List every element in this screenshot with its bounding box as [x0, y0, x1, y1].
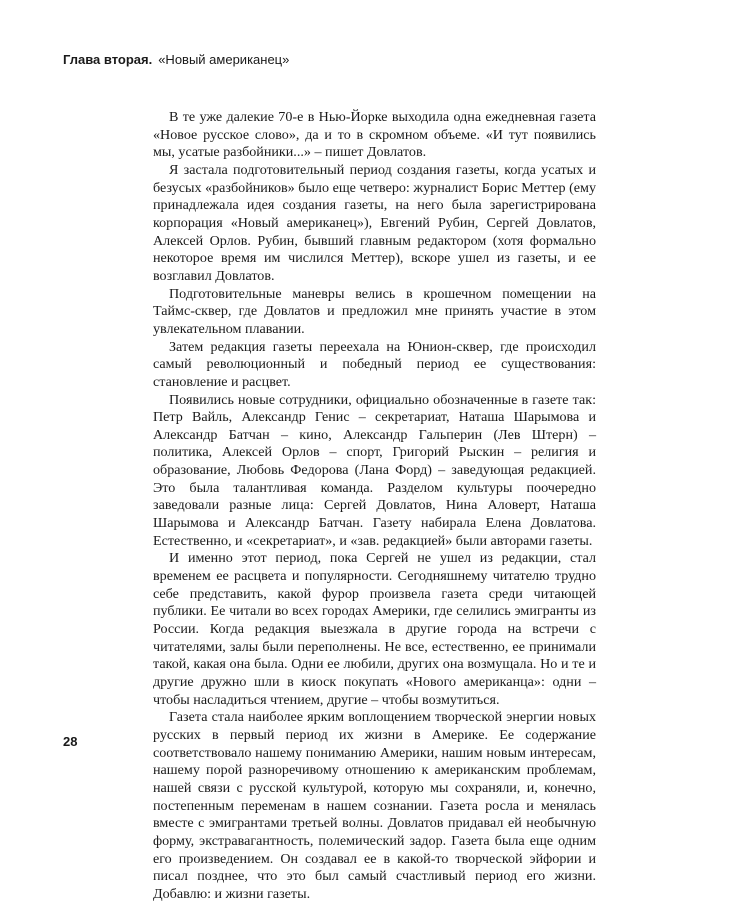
page-number: 28	[63, 734, 78, 749]
paragraph: Подготовительные маневры велись в крошечном помещении на Таймс-сквер, где Довлатов и предложил мне принять участие в этом увлекательном плавании.	[153, 285, 596, 337]
paragraph: Я застала подготовительный период создания газеты, когда усатых и безусых «разбойников» было еще четверо: журналист Борис Меттер (ему принадлежала идея создания газеты, на него была зарегистрирована корпорация «Новый американец»), Евгений Рубин, Сергей Довлатов, Алексей Орлов. Рубин, бывший главным редактором (хотя формально некоторое время им числился Меттер), вскоре ушел из газеты, и ее возглавил Довлатов.	[153, 161, 596, 284]
body-text	[153, 109, 596, 904]
running-head	[63, 52, 289, 68]
paragraph: И именно этот период, пока Сергей не ушел из редакции, стал временем ее расцвета и популярности. Сегодняшнему читателю трудно себе представить, какой фурор произвела газета среди читающей публики. Ее читали во всех городах Америки, где селились эмигранты из России. Когда редакция выезжала в другие города на встречи с читателями, залы были переполнены. Не все, естественно, ее принимали такой, какая она была. Одни ее любили, других она возмущала. Но и те и другие дружно шли в киоск покупать «Нового американца»: одни – чтобы насладиться чтением, другие – чтобы возмутиться.	[153, 550, 596, 708]
paragraph: Появились новые сотрудники, официально обозначенные в газете так: Петр Вайль, Александр Генис – секретариат, Наташа Шарымова и Александр Батчан – кино, Александр Гальперин (Лев Штерн) – политика, Алексей Орлов – спорт, Григорий Рыскин – религия и образование, Любовь Федорова (Лана Форд) – заведующая редакцией. Это была талантливая команда. Разделом культуры поочередно заведовали разные лица: Сергей Довлатов, Нина Аловерт, Наташа Шарымова и Александр Батчан. Газету набирала Елена Довлатова. Естественно, и «секретариат», и «зав. редакцией» были авторами газеты.	[153, 391, 596, 549]
chapter-label: Глава вторая.	[63, 52, 153, 67]
paragraph: Газета стала наиболее ярким воплощением творческой энергии новых русских в первый период их жизни в Америке. Ее содержание соответствовало нашему пониманию Америки, нашим новым интересам, нашему порой разноречивому отношению к американским проблемам, нашей связи с русской культурой, которую мы сохраняли, и, конечно, постепенным переменам в нашем сознании. Газета росла и менялась вместе с эмигрантами третьей волны. Довлатов придавал ей необычную форму, экстравагантность, полемический задор. Газета была еще одним его произведением. Он создавал ее в какой-то творческой эйфории и писал позднее, что это был самый счастливый период его жизни. Добавлю: и жизни газеты.	[153, 709, 596, 902]
paragraph: В те уже далекие 70-е в Нью-Йорке выходила одна ежедневная газета «Новое русское слово», да и то в скромном объеме. «И тут появились мы, усатые разбойники...» – пишет Довлатов.	[153, 109, 596, 161]
chapter-title: «Новый американец»	[158, 52, 290, 67]
paragraph: Затем редакция газеты переехала на Юнион-сквер, где происходил самый революционный и победный период ее существования: становление и расцвет.	[153, 338, 596, 390]
